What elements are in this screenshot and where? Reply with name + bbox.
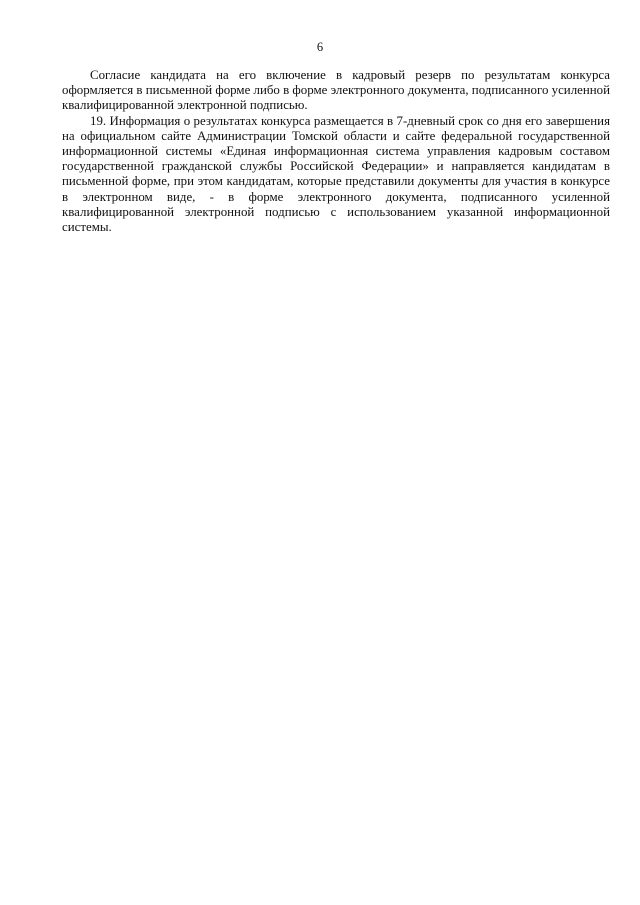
paragraph-reserve-consent: Согласие кандидата на его включение в кадровый резерв по результатам конкурса оформляется в письменной форме либо в форме электронного документа, подписанного усиленной квалифицированной электронной подписью. — [62, 68, 610, 113]
document-body — [62, 68, 610, 235]
paragraph-19-results-info: 19. Информация о результатах конкурса размещается в 7-дневный срок со дня его завершения на официальном сайте Администрации Томской области и сайте федеральной государственной информационной системы «Единая информационная система управления кадровым составом государственной гражданской службы Российской Федерации» и направляется кандидатам в письменной форме, при этом кандидатам, которые представили документы для участия в конкурсе в электронном виде, - в форме электронного документа, подписанного усиленной квалифицированной электронной подписью с использованием указанной информационной системы. — [62, 113, 610, 235]
page-number: 6 — [316, 40, 324, 54]
